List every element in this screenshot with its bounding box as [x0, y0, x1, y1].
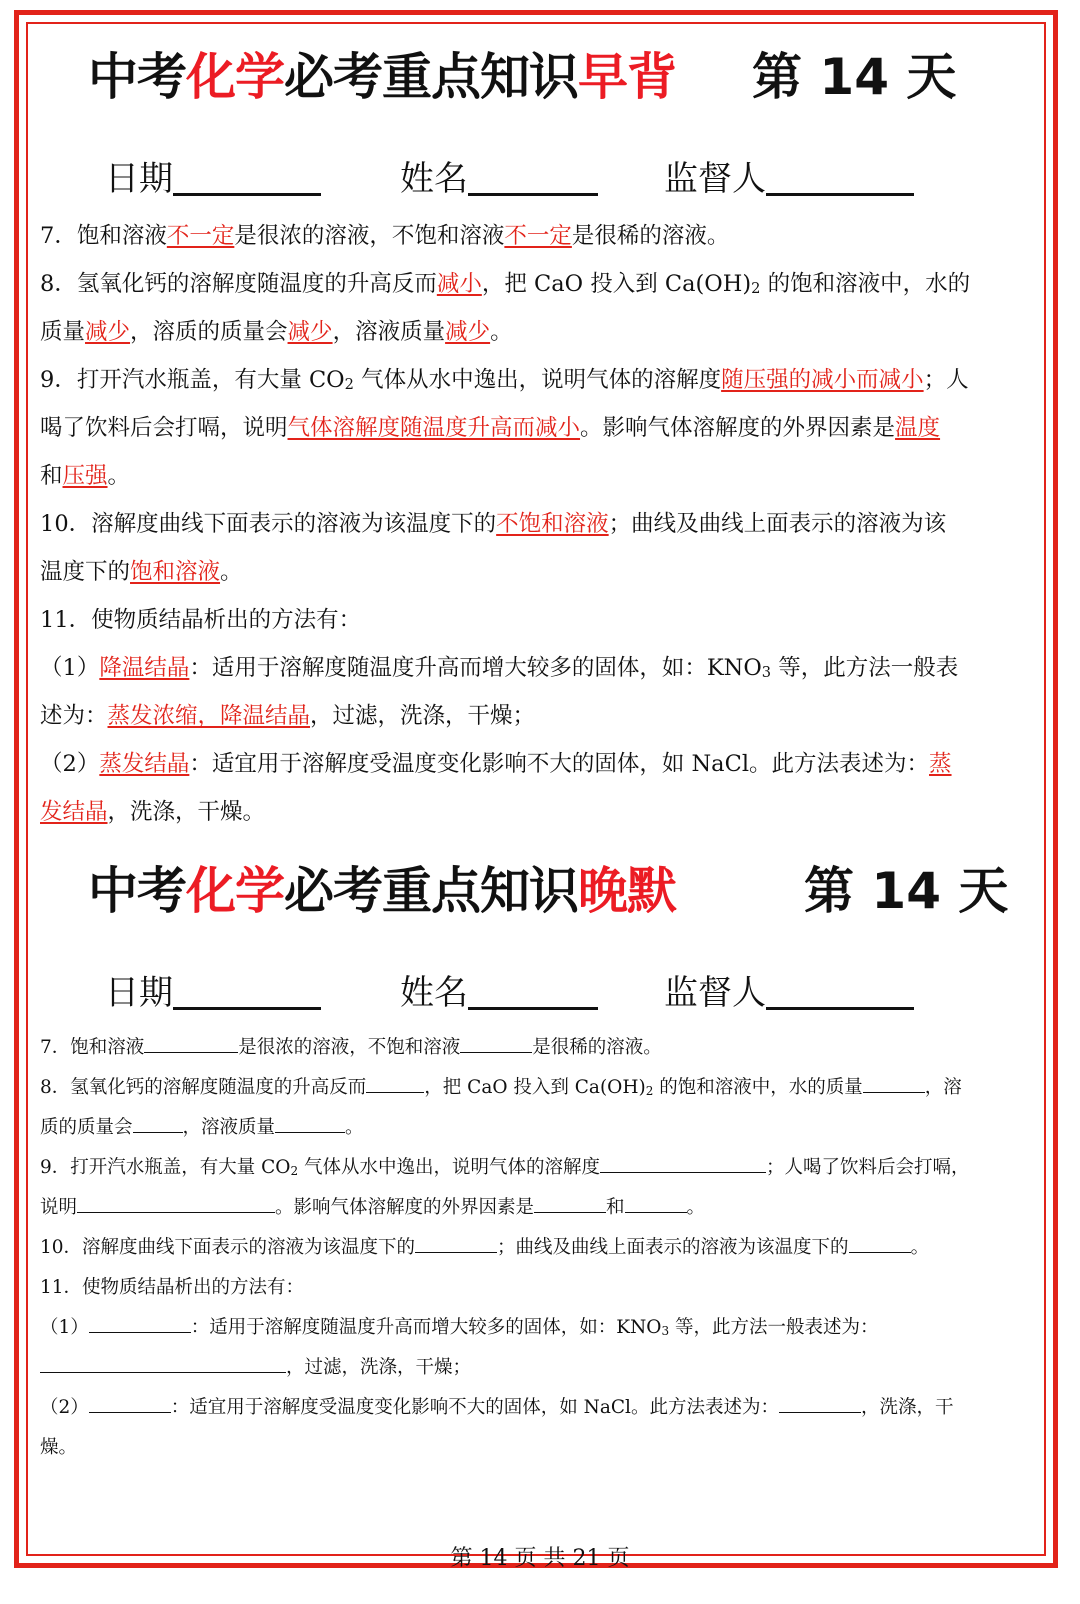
evening-q9-line2: 说明 。影响气体溶解度的外界因素是 和 。 — [40, 1197, 706, 1218]
morning-q9-line2: 喝了饮料后会打嗝，说明气体溶解度随温度升高而减小。影响气体溶解度的外界因素是温度 — [40, 415, 941, 441]
answer: 减小 — [436, 271, 482, 297]
evening-q11: 11．使物质结晶析出的方法有： — [40, 1277, 305, 1298]
date-blank[interactable] — [173, 163, 321, 196]
evening-q11-1-line2: ，过滤，洗涤，干燥； — [40, 1348, 1030, 1388]
morning-q11-2-line1: （2）蒸发结晶：适宜用于溶解度受温度变化影响不大的固体，如 NaCl。此方法表述为：蒸 — [40, 751, 952, 777]
evening-day-label: 第 14 天 — [804, 862, 1009, 920]
title-part: 必考重点知识 — [284, 862, 578, 920]
supervisor-label: 监督人 — [664, 973, 766, 1013]
answer: 压强 — [62, 463, 108, 489]
morning-name-field — [400, 159, 598, 199]
name-blank[interactable] — [468, 163, 598, 196]
fill-blank[interactable] — [534, 1198, 606, 1213]
fill-blank[interactable] — [625, 1198, 687, 1213]
answer: 降温结晶 — [99, 655, 190, 681]
morning-q8-line2: 质量减少，溶质的质量会减少，溶液质量减少。 — [40, 319, 513, 345]
evening-q8-line2: 质的质量会 ，溶液质量 。 — [40, 1117, 364, 1138]
answer: 不饱和溶液 — [496, 511, 609, 537]
fill-blank[interactable] — [366, 1078, 424, 1093]
fill-blank[interactable] — [779, 1398, 861, 1413]
evening-q11-2-line2: 燥。 — [40, 1437, 78, 1458]
fill-blank[interactable] — [40, 1358, 286, 1373]
title-part: 中考 — [88, 862, 186, 920]
evening-date-field — [105, 973, 321, 1013]
morning-q7: 7．饱和溶液不一定是很浓的溶液，不饱和溶液不一定是很稀的溶液。 — [40, 223, 730, 249]
morning-supervisor-field — [664, 159, 914, 199]
evening-supervisor-field — [664, 973, 914, 1013]
fill-blank[interactable] — [849, 1238, 911, 1253]
date-label: 日期 — [105, 973, 173, 1013]
answer: 蒸发结晶 — [99, 751, 190, 777]
fill-blank[interactable] — [275, 1118, 345, 1133]
morning-q11-1-line1: （1）降温结晶：适用于溶解度随温度升高而增大较多的固体，如：$KNO_3$ 等，此方法一般表 — [40, 655, 959, 681]
answer: 气体溶解度随温度升高而减小 — [287, 415, 581, 441]
evening-q9-line1: 9．打开汽水瓶盖，有大量 $CO_2$ 气体从水中逸出，说明气体的溶解度 ；人喝了饮料后会打嗝， — [40, 1157, 970, 1178]
answer: 蒸 — [929, 751, 952, 777]
answer: 减少 — [445, 319, 491, 345]
evening-q8-line1: 8．氢氧化钙的溶解度随温度的升高反而 ，把 CaO 投入到 $Ca(OH)_2$ 的饱和溶液中，水的质量 ，溶 — [40, 1077, 962, 1098]
fill-blank[interactable] — [863, 1078, 925, 1093]
morning-day-label: 第 14 天 — [752, 48, 957, 106]
title-part: 中考 — [88, 48, 186, 106]
fill-blank[interactable] — [415, 1238, 497, 1253]
title-part-red: 晚默 — [578, 862, 676, 920]
morning-q11: 11．使物质结晶析出的方法有： — [40, 607, 362, 633]
evening-name-field — [400, 973, 598, 1013]
name-label: 姓名 — [400, 973, 468, 1013]
evening-title — [88, 862, 676, 920]
answer: 饱和溶液 — [130, 559, 221, 585]
fill-blank[interactable] — [144, 1038, 238, 1053]
answer: 随压强的减小而减小 — [721, 367, 924, 393]
supervisor-label: 监督人 — [664, 159, 766, 199]
title-part-red: 早背 — [578, 48, 676, 106]
name-blank[interactable] — [468, 977, 598, 1010]
fill-blank[interactable] — [600, 1158, 766, 1173]
answer: 发结晶 — [40, 799, 108, 825]
answer: 蒸发浓缩，降温结晶 — [107, 703, 311, 729]
answer: 减少 — [287, 319, 333, 345]
morning-title — [88, 48, 676, 106]
fill-blank[interactable] — [89, 1318, 191, 1333]
fill-blank[interactable] — [133, 1118, 183, 1133]
evening-q7: 7．饱和溶液 是很浓的溶液，不饱和溶液 是很稀的溶液。 — [40, 1037, 662, 1058]
fill-blank[interactable] — [460, 1038, 532, 1053]
supervisor-blank[interactable] — [766, 163, 914, 196]
title-part-red: 化学 — [186, 862, 284, 920]
morning-q9-line3: 和压强。 — [40, 463, 131, 489]
name-label: 姓名 — [400, 159, 468, 199]
date-label: 日期 — [105, 159, 173, 199]
supervisor-blank[interactable] — [766, 977, 914, 1010]
morning-q9-line1: 9．打开汽水瓶盖，有大量 $CO_2$ 气体从水中逸出，说明气体的溶解度随压强的减小而减小；人 — [40, 367, 969, 393]
answer: 减少 — [85, 319, 131, 345]
fill-blank[interactable] — [89, 1398, 171, 1413]
morning-q11-1-line2: 述为：蒸发浓缩，降温结晶，过滤，洗涤，干燥； — [40, 703, 536, 729]
morning-q11-2-line2: 发结晶，洗涤，干燥。 — [40, 799, 266, 825]
title-part: 必考重点知识 — [284, 48, 578, 106]
fill-blank[interactable] — [77, 1198, 275, 1213]
evening-q10: 10．溶解度曲线下面表示的溶液为该温度下的 ；曲线及曲线上面表示的溶液为该温度下的 。 — [40, 1237, 930, 1258]
date-blank[interactable] — [173, 977, 321, 1010]
page-number-footer: 第 14 页 共 21 页 — [450, 1546, 630, 1571]
evening-q11-2-line1: （2） ：适宜用于溶解度受温度变化影响不大的固体，如 NaCl。此方法表述为： ，洗涤，干 — [40, 1397, 954, 1418]
answer: 温度 — [895, 415, 941, 441]
morning-q10-line1: 10．溶解度曲线下面表示的溶液为该温度下的不饱和溶液；曲线及曲线上面表示的溶液为该 — [40, 511, 947, 537]
morning-q10-line2: 温度下的饱和溶液。 — [40, 559, 243, 585]
morning-date-field — [105, 159, 321, 199]
evening-q11-1-line1: （1） ：适用于溶解度随温度升高而增大较多的固体，如：$KNO_3$ 等，此方法一般表述为： — [40, 1317, 879, 1338]
morning-q8-line1: 8．氢氧化钙的溶解度随温度的升高反而减小，把 CaO 投入到 $Ca(OH)_2$ 的饱和溶液中，水的 — [40, 271, 971, 297]
title-part-red: 化学 — [186, 48, 284, 106]
answer: 不一定 — [504, 223, 572, 249]
answer: 不一定 — [166, 223, 235, 249]
